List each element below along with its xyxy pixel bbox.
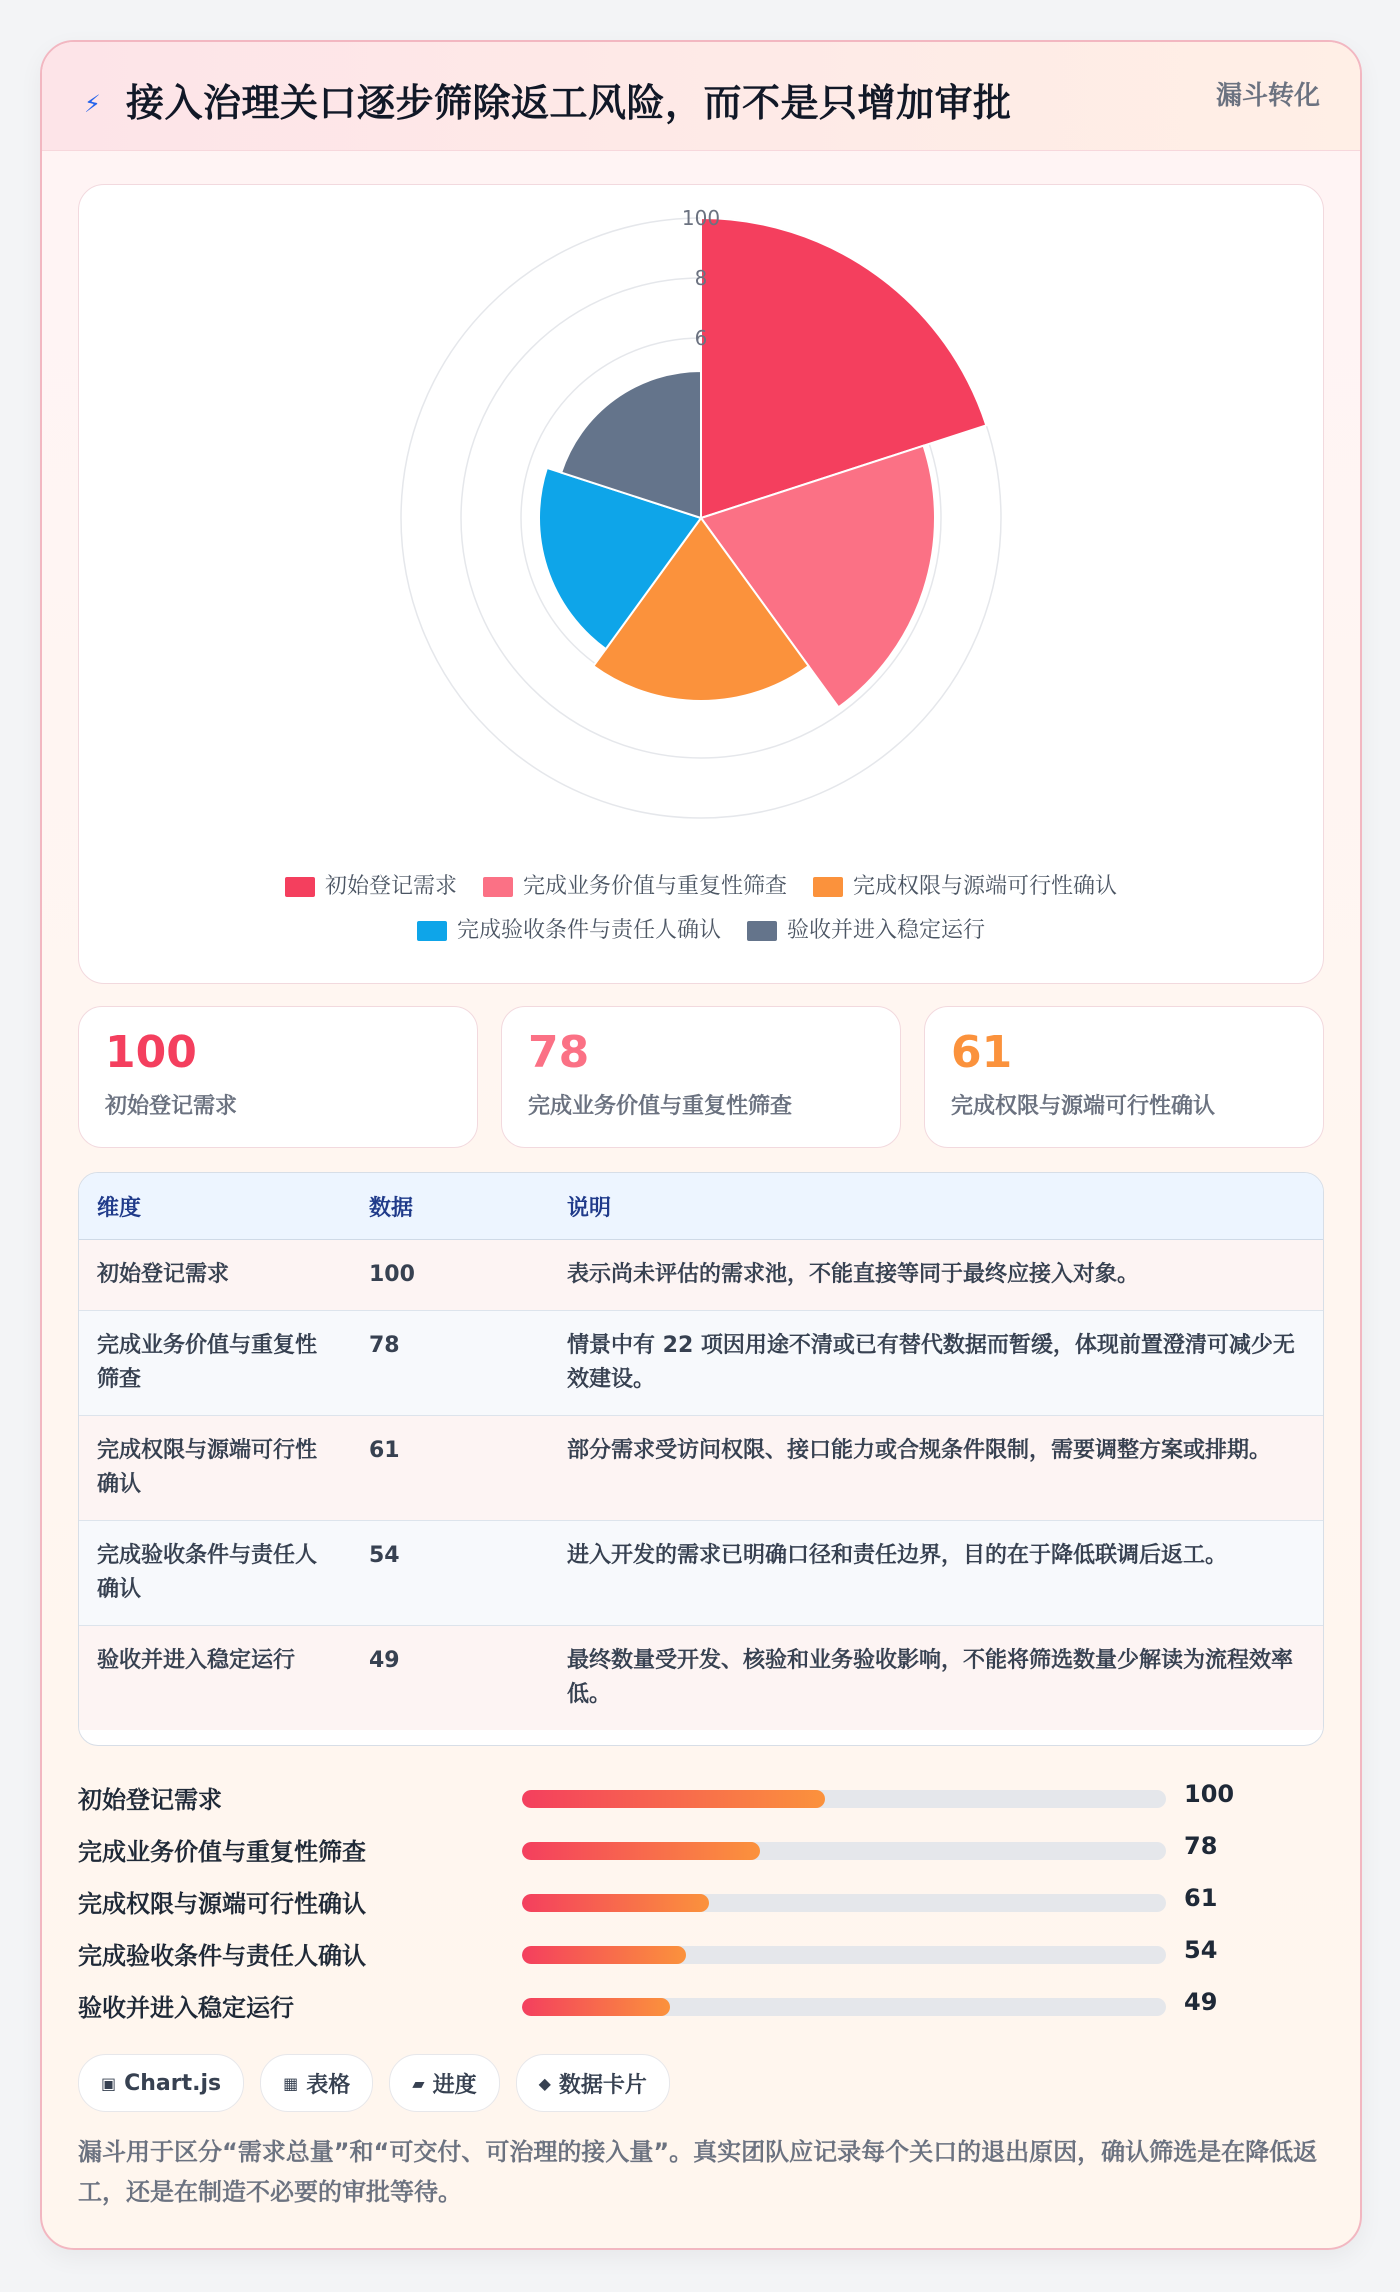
stat-label: 完成业务价值与重复性筛查 xyxy=(528,1094,793,1119)
stat-card xyxy=(78,1006,478,1148)
chip-label: 数据卡片 xyxy=(558,2072,647,2098)
table-cell-desc: 情景中有 22 项因用途不清或已有替代数据而暂缓，体现前置澄清可减少无效建设。 xyxy=(549,1311,1323,1416)
page-title: 接入治理关口逐步筛除返工风险，而不是只增加审批 xyxy=(126,81,1012,125)
chip-data-card[interactable] xyxy=(516,2054,670,2112)
table-row xyxy=(79,1240,1323,1311)
card-icon: ◆ xyxy=(538,2073,551,2093)
table-icon: ▦ xyxy=(283,2073,299,2093)
table-cell-value: 61 xyxy=(351,1416,549,1521)
chip-label: 表格 xyxy=(306,2072,351,2098)
table-header-value: 数据 xyxy=(351,1173,549,1240)
progress-bars xyxy=(78,1772,1322,2032)
progress-value: 61 xyxy=(1184,1884,1218,1912)
progress-track xyxy=(522,1842,1166,1860)
legend-label: 完成业务价值与重复性筛查 xyxy=(522,874,787,899)
table-cell-dimension: 完成权限与源端可行性确认 xyxy=(79,1416,351,1521)
table-cell-dimension: 验收并进入稳定运行 xyxy=(79,1626,351,1731)
chart-panel xyxy=(78,184,1324,984)
progress-value: 49 xyxy=(1184,1988,1218,2016)
table-cell-dimension: 初始登记需求 xyxy=(79,1240,351,1311)
table-row xyxy=(79,1311,1323,1416)
legend-swatch xyxy=(417,921,447,941)
legend-label: 验收并进入稳定运行 xyxy=(787,918,986,943)
stat-card xyxy=(501,1006,901,1148)
chart-icon: ▣ xyxy=(101,2073,117,2093)
legend-swatch xyxy=(747,921,777,941)
table-cell-desc: 表示尚未评估的需求池，不能直接等同于最终应接入对象。 xyxy=(549,1240,1323,1311)
legend-label: 完成权限与源端可行性确认 xyxy=(853,874,1118,899)
table-row xyxy=(79,1626,1323,1731)
table-cell-value: 100 xyxy=(351,1240,549,1311)
polar-tick-label: 6 xyxy=(694,326,708,350)
legend-swatch xyxy=(483,877,513,897)
progress-fill xyxy=(522,1894,709,1912)
polar-tick-label: 100 xyxy=(681,206,721,230)
progress-label: 验收并进入稳定运行 xyxy=(78,1994,294,2022)
data-table xyxy=(78,1172,1324,1746)
progress-row xyxy=(78,1928,1322,1980)
table-row xyxy=(79,1416,1323,1521)
progress-label: 完成权限与源端可行性确认 xyxy=(78,1890,366,1918)
chip-row xyxy=(78,2054,670,2112)
progress-track xyxy=(522,1946,1166,1964)
table-header-dimension: 维度 xyxy=(79,1173,351,1240)
chip-chartjs[interactable] xyxy=(78,2054,244,2112)
legend-label: 初始登记需求 xyxy=(324,874,457,899)
legend-item[interactable] xyxy=(813,865,1117,909)
legend-item[interactable] xyxy=(747,909,985,953)
progress-row xyxy=(78,1980,1322,2032)
legend-item[interactable] xyxy=(285,865,457,909)
stats-row xyxy=(78,1006,1322,1148)
stat-value: 61 xyxy=(951,1027,1013,1078)
progress-row xyxy=(78,1772,1322,1824)
report-card xyxy=(40,40,1362,2250)
progress-track xyxy=(522,1894,1166,1912)
legend-label: 完成验收条件与责任人确认 xyxy=(456,918,721,943)
table-cell-desc: 最终数量受开发、核验和业务验收影响，不能将筛选数量少解读为流程效率低。 xyxy=(549,1626,1323,1731)
header xyxy=(42,42,1360,151)
progress-value: 100 xyxy=(1184,1780,1235,1808)
polar-tick-label: 8 xyxy=(694,266,708,290)
progress-label: 完成业务价值与重复性筛查 xyxy=(78,1838,366,1866)
chip-progress[interactable] xyxy=(389,2054,499,2112)
table-header-desc: 说明 xyxy=(549,1173,1323,1240)
table-row xyxy=(79,1521,1323,1626)
progress-value: 54 xyxy=(1184,1936,1218,1964)
table-cell-value: 54 xyxy=(351,1521,549,1626)
legend-item[interactable] xyxy=(417,909,721,953)
lightning-icon: ⚡ xyxy=(84,90,101,118)
chip-label: 进度 xyxy=(432,2072,477,2098)
legend-item[interactable] xyxy=(483,865,787,909)
progress-fill xyxy=(522,1946,686,1964)
progress-label: 完成验收条件与责任人确认 xyxy=(78,1942,366,1970)
table-cell-dimension: 完成业务价值与重复性筛查 xyxy=(79,1311,351,1416)
progress-fill xyxy=(522,1842,760,1860)
stat-value: 100 xyxy=(105,1027,197,1078)
progress-value: 78 xyxy=(1184,1832,1218,1860)
footer-note: 漏斗用于区分“需求总量”和“可交付、可治理的接入量”。真实团队应记录每个关口的退出原因，确认筛选是在降低返工，还是在制造不必要的审批等待。 xyxy=(78,2138,1318,2206)
stat-value: 78 xyxy=(528,1027,590,1078)
chip-table[interactable] xyxy=(260,2054,373,2112)
table-cell-desc: 进入开发的需求已明确口径和责任边界，目的在于降低联调后返工。 xyxy=(549,1521,1323,1626)
progress-track xyxy=(522,1790,1166,1808)
table-cell-desc: 部分需求受访问权限、接口能力或合规条件限制，需要调整方案或排期。 xyxy=(549,1416,1323,1521)
progress-fill xyxy=(522,1790,825,1808)
polar-area-chart xyxy=(79,185,1323,983)
progress-icon: ▰ xyxy=(412,2073,425,2093)
progress-fill xyxy=(522,1998,670,2016)
table-cell-dimension: 完成验收条件与责任人确认 xyxy=(79,1521,351,1626)
legend-swatch xyxy=(285,877,315,897)
progress-label: 初始登记需求 xyxy=(78,1786,222,1814)
stat-label: 初始登记需求 xyxy=(105,1094,238,1119)
chart-type-tag: 漏斗转化 xyxy=(1215,81,1320,111)
chip-label: Chart.js xyxy=(124,2070,222,2096)
progress-row xyxy=(78,1824,1322,1876)
legend-swatch xyxy=(813,877,843,897)
table-cell-value: 78 xyxy=(351,1311,549,1416)
stat-label: 完成权限与源端可行性确认 xyxy=(951,1094,1216,1119)
table-cell-value: 49 xyxy=(351,1626,549,1731)
progress-track xyxy=(522,1998,1166,2016)
progress-row xyxy=(78,1876,1322,1928)
stat-card xyxy=(924,1006,1324,1148)
chart-legend xyxy=(79,865,1323,953)
